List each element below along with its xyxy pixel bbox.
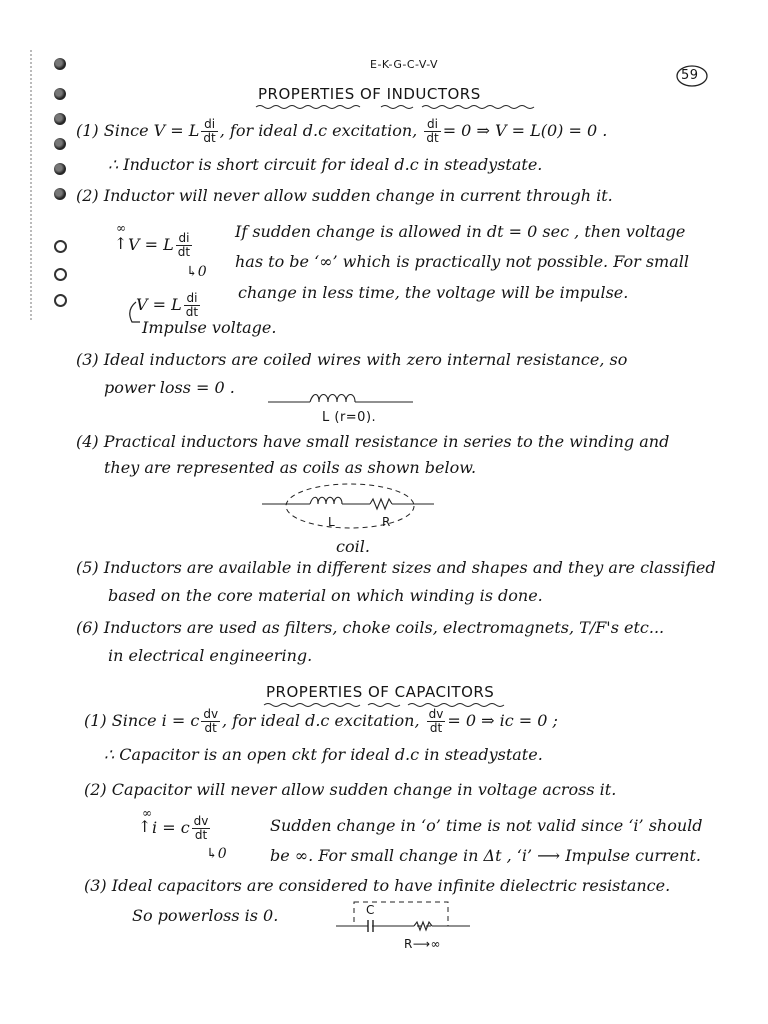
inductor-p5-line2: based on the core material on which winding is done. [108,586,543,605]
inductor-p2-expl3: change in less time, the voltage will be impulse. [238,283,629,302]
equation-text: = 0 ⇒ V = L(0) = 0 . [442,121,608,140]
inductor-p6-line1 [76,618,664,638]
infinity-mark: ∞ [142,806,152,820]
capacitor-p2-expl1: Sudden change in ‘o’ time is not valid since ‘i’ should [270,816,703,835]
text: Practical inductors have small resistance in series to the winding and [103,432,670,451]
binder-hole [54,294,67,307]
item-number: (3) [84,876,107,895]
item-number: (5) [76,558,99,577]
inductor-p1-line1 [76,118,607,145]
inductor-p2-expl2: has to be ‘∞’ which is practically not possible. For small [235,252,689,271]
inductor-eq: V = L $\frac{di}{dt}$ [128,231,191,259]
ideal-inductor-label: L (r=0). [322,410,377,425]
binding-edge [30,50,36,320]
figure-label-r: R [382,515,391,529]
infinity-mark: ∞ [116,221,126,235]
inductor-p4-line1 [76,432,669,452]
impulse-voltage-label: Impulse voltage. [142,318,277,337]
item-number: (2) [84,780,107,799]
capacitor-p1-line1 [84,708,558,735]
equation-text: Since V = L [103,121,200,140]
capacitor-p2-expl2: be ∞. For small change in Δt , ‘i’ ⟶ Impulse current. [270,846,701,865]
equation-text: Since i = c [111,711,200,730]
capacitor-p1-line2: ∴ Capacitor is an open ckt for ideal d.c in steadystate. [104,745,543,764]
figure-label-l: L [328,515,336,529]
figure-label-c: C [366,903,375,917]
fraction: $\frac{di}{dt}$ [177,231,191,259]
practical-inductor-figure [262,480,437,540]
fraction: $\frac{dv}{dt}$ [193,814,209,842]
binder-hole [54,113,66,125]
inductor-p5-line1 [76,558,716,578]
inductor-p3-line2: power loss = 0 . [104,378,235,397]
fraction: $\frac{di}{dt}$ [185,291,199,319]
coil-caption: coil. [336,537,370,556]
binder-hole [54,240,67,253]
capacitor-p2-line1 [84,780,616,800]
fraction: $\frac{dv}{dt}$ [203,707,219,735]
limit-arrow: ↳0 [206,846,227,862]
inductor-p3-line1 [76,350,627,370]
inductor-p2-expl1: If sudden change is allowed in dt = 0 sec , then voltage [235,222,686,241]
item-number: (2) [76,186,99,205]
page-number: 59 [681,68,699,83]
binder-hole [54,58,66,70]
item-number: (1) [76,121,99,140]
inductor-p4-line2: they are represented as coils as shown below. [104,458,477,477]
binder-hole [54,163,66,175]
text: , for ideal d.c excitation, [222,711,420,730]
inductor-p2-line1 [76,186,613,206]
up-arrow-icon: ↑ [138,817,152,836]
item-number: (1) [84,711,107,730]
ideal-inductor-symbol [268,392,418,408]
binder-hole [54,88,66,100]
title-underline [256,104,546,110]
inductor-p1-line2: ∴ Inductor is short circuit for ideal d.c in steadystate. [108,155,543,174]
up-arrow-icon: ↑ [114,234,128,253]
binder-hole [54,138,66,150]
binder-hole [54,188,66,200]
fraction: $\frac{dv}{dt}$ [428,707,444,735]
text: Inductor will never allow sudden change in current through it. [103,186,613,205]
capacitor-eq: i = c $\frac{dv}{dt}$ [152,814,209,842]
limit-arrow: ↳0 [186,264,207,280]
capacitors-title: PROPERTIES OF CAPACITORS [266,683,495,701]
item-number: (4) [76,432,99,451]
fraction: $\frac{di}{dt}$ [426,117,439,145]
item-number: (3) [76,350,99,369]
text: Ideal inductors are coiled wires with zero internal resistance, so [103,350,628,369]
equation-text: = 0 ⇒ ic = 0 ; [447,711,558,730]
inductors-title: PROPERTIES OF INDUCTORS [258,85,481,103]
fraction: $\frac{di}{dt}$ [203,117,216,145]
inductor-p6-line2: in electrical engineering. [108,646,313,665]
capacitor-model-figure [336,898,476,938]
text: Inductors are used as filters, choke coils, electromagnets, T/F's etc... [103,618,665,637]
item-number: (6) [76,618,99,637]
capacitor-p3-line1 [84,876,670,896]
inductor-eq2: V = L $\frac{di}{dt}$ [136,291,199,319]
text: , for ideal d.c excitation, [219,121,418,140]
text: Inductors are available in different sizes and shapes and they are classified [103,558,716,577]
binder-hole [54,268,67,281]
capacitor-p3-line2: So powerloss is 0. [132,906,279,925]
text: Ideal capacitors are considered to have infinite dielectric resistance. [111,876,671,895]
text: Capacitor will never allow sudden change in voltage across it. [111,780,617,799]
figure-label-r-infinity: R⟶∞ [404,937,442,951]
header-code: E-K-G-C-V-V [370,58,439,71]
